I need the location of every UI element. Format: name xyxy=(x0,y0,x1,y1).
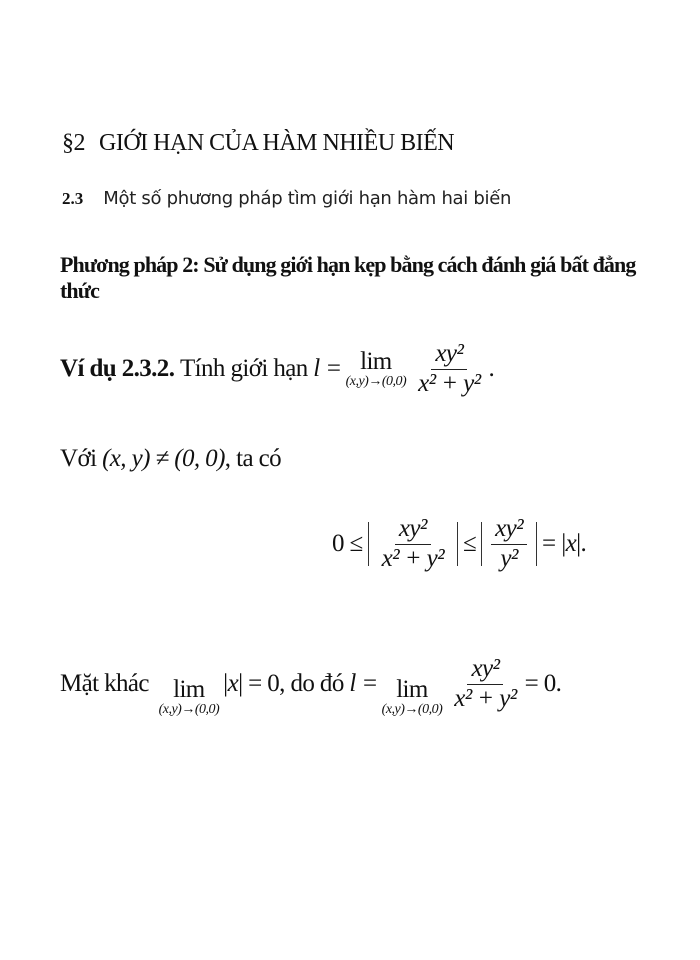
limit-operator xyxy=(159,676,220,718)
lim-label: lim xyxy=(396,676,428,703)
limit-operator xyxy=(382,676,443,718)
denominator: x² + y² xyxy=(381,544,445,572)
denominator: x² + y² xyxy=(454,684,517,712)
example-lhs: l = xyxy=(313,355,342,383)
subsection-number: 2.3 xyxy=(62,189,84,208)
example-statement xyxy=(60,340,494,399)
fraction xyxy=(450,655,520,714)
section-title: GIỚI HẠN CỦA HÀM NHIỀU BIẾN xyxy=(99,130,455,156)
period: . xyxy=(580,530,587,558)
abs-x: x xyxy=(565,530,577,558)
fraction xyxy=(378,515,448,574)
period: . xyxy=(488,355,495,383)
abs-bar xyxy=(481,522,482,566)
method-heading: Phương pháp 2: Sử dụng giới hạn kẹp bằng cách đánh giá bất đẳng thức xyxy=(60,252,636,304)
example-label: Ví dụ 2.3.2. xyxy=(60,355,175,383)
lim-subscript: (x,y)→(0,0) xyxy=(381,702,443,717)
subsection-title: Một số phương pháp tìm giới hạn hàm hai biến xyxy=(103,188,512,209)
section-number: §2 xyxy=(62,130,85,156)
numerator: xy² xyxy=(395,515,431,545)
numerator: xy² xyxy=(491,515,527,545)
numerator: xy² xyxy=(467,655,503,685)
fraction xyxy=(491,515,527,574)
abs-bar xyxy=(368,522,369,566)
conclusion-text: Mặt khác xyxy=(60,670,149,697)
zero-le: 0 ≤ xyxy=(332,530,363,558)
condition-text: Với xyxy=(60,445,97,472)
denominator: y² xyxy=(500,544,518,572)
example-text: Tính giới hạn xyxy=(180,355,308,383)
le-sign: ≤ xyxy=(463,530,477,558)
fraction xyxy=(414,340,484,399)
numerator: xy² xyxy=(431,340,467,370)
subsection-heading xyxy=(62,188,511,209)
abs-bar xyxy=(457,522,458,566)
eq-sign: = xyxy=(542,530,556,558)
conclusion-line: Mặt khác lim (x,y)→(0,0) | x | = 0, do đó l = lim (x,y)→(0,0) $\frac{\text{xy²}}{\text{x² + y²}}$ = 0. xyxy=(60,654,562,717)
conclusion-lhs: l = xyxy=(349,670,378,697)
section-heading xyxy=(62,130,454,157)
lim-label: lim xyxy=(360,348,392,376)
condition-text-end: , ta có xyxy=(224,445,281,472)
result: = 0. xyxy=(524,670,562,697)
lim-label: lim xyxy=(173,676,205,703)
abs-bar xyxy=(536,522,537,566)
inequality-display: 0 ≤ $\frac{\text{xy²}}{\text{x² + y²}}$ ≤ $\frac{\text{xy²}}{\text{y²}}$ = | x | . xyxy=(332,515,587,572)
limit-operator xyxy=(346,348,407,390)
lim-subscript: (x,y)→(0,0) xyxy=(345,374,407,390)
lim-subscript: (x,y)→(0,0) xyxy=(158,702,220,717)
abs-x: x xyxy=(227,670,239,697)
condition-line xyxy=(60,445,281,473)
condition-expr: (x, y) ≠ (0, 0) xyxy=(102,445,225,472)
conclusion-text-mid: = 0, do đó xyxy=(248,670,344,697)
denominator: x² + y² xyxy=(418,369,481,397)
